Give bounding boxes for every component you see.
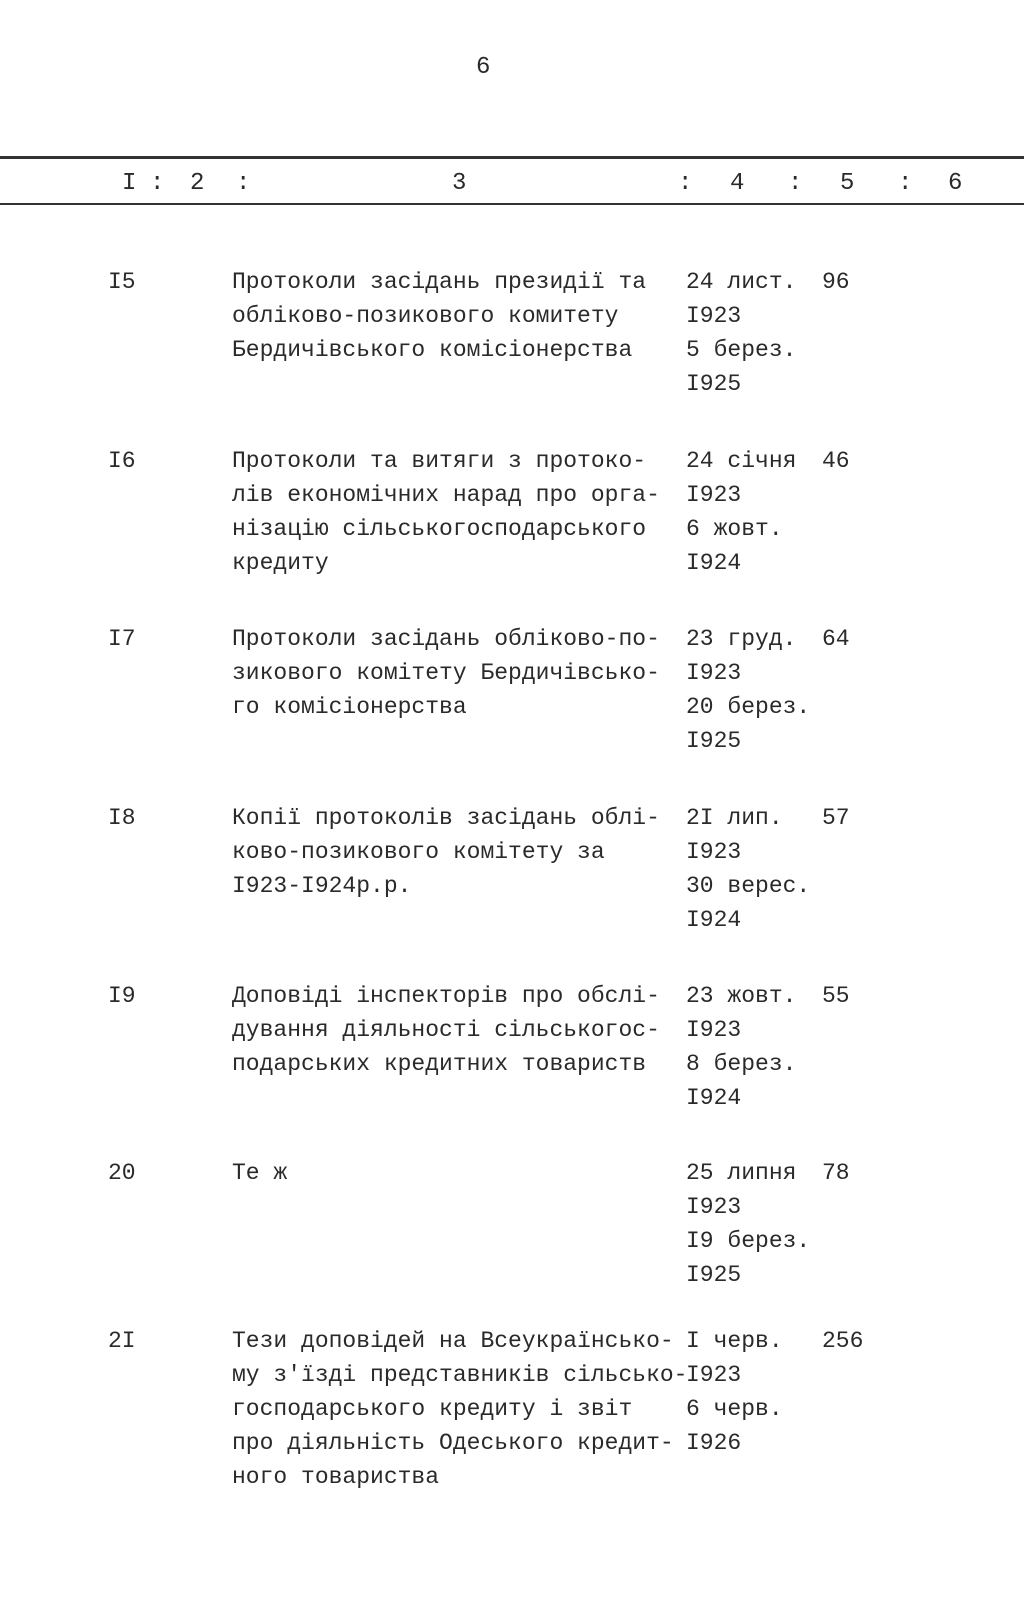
date-line: I926 bbox=[686, 1430, 742, 1456]
date-line: 6 черв. bbox=[686, 1396, 783, 1422]
title-line: господарського кредиту і звіт bbox=[232, 1396, 633, 1422]
sheet-count: 64 bbox=[822, 626, 850, 652]
col-header-2: 2 bbox=[190, 170, 205, 197]
title-line: Те ж bbox=[232, 1160, 288, 1186]
title-line: зикового комітету Бердичівсько- bbox=[232, 660, 660, 686]
entry-title bbox=[232, 622, 660, 724]
entry-title bbox=[232, 979, 660, 1081]
date-line: I923 bbox=[686, 1194, 742, 1220]
entry-number: I6 bbox=[108, 448, 136, 474]
title-line: му з'їзді представників сільсько- bbox=[232, 1362, 688, 1388]
date-line: 6 жовт. bbox=[686, 516, 783, 542]
title-line: про діяльність Одеського кредит- bbox=[232, 1430, 674, 1456]
entry-title bbox=[232, 444, 660, 580]
sheet-count: 57 bbox=[822, 805, 850, 831]
page-number: 6 bbox=[476, 54, 491, 81]
date-line: 23 жовт. bbox=[686, 983, 797, 1009]
date-line: I924 bbox=[686, 907, 742, 933]
entry-dates bbox=[686, 801, 810, 937]
entry-dates bbox=[686, 265, 796, 401]
sheet-count: 46 bbox=[822, 448, 850, 474]
title-line: дування діяльності сільськогос- bbox=[232, 1017, 660, 1043]
col-header-5: 5 bbox=[840, 170, 855, 197]
date-line: 8 берез. bbox=[686, 1051, 797, 1077]
date-line: I923 bbox=[686, 1017, 742, 1043]
date-line: 2I лип. bbox=[686, 805, 783, 831]
entry-number: 2I bbox=[108, 1328, 136, 1354]
date-line: I925 bbox=[686, 728, 742, 754]
title-line: Копії протоколів засідань облі- bbox=[232, 805, 660, 831]
entry-title bbox=[232, 801, 660, 903]
entry-number: I9 bbox=[108, 983, 136, 1009]
date-line: I923 bbox=[686, 660, 742, 686]
date-line: I923 bbox=[686, 482, 742, 508]
entry-dates bbox=[686, 1156, 810, 1292]
col-sep: : bbox=[898, 170, 913, 197]
date-line: I924 bbox=[686, 550, 742, 576]
date-line: 30 верес. bbox=[686, 873, 811, 899]
date-line: I923 bbox=[686, 839, 742, 865]
title-line: Тези доповідей на Всеукраїнсько- bbox=[232, 1328, 674, 1354]
title-line: кредиту bbox=[232, 550, 329, 576]
date-line: 20 берез. bbox=[686, 694, 811, 720]
date-line: I925 bbox=[686, 371, 742, 397]
header-bottom-rule bbox=[0, 203, 1024, 205]
sheet-count: 55 bbox=[822, 983, 850, 1009]
date-line: I923 bbox=[686, 1362, 742, 1388]
date-line: 24 січня bbox=[686, 448, 797, 474]
date-line: 5 берез. bbox=[686, 337, 797, 363]
entry-title bbox=[232, 1324, 687, 1494]
title-line: Протоколи засідань президії та bbox=[232, 269, 647, 295]
date-line: I924 bbox=[686, 1085, 742, 1111]
col-sep: : bbox=[236, 170, 251, 197]
title-line: ково-позикового комітету за bbox=[232, 839, 605, 865]
entry-dates bbox=[686, 622, 810, 758]
date-line: I923 bbox=[686, 303, 742, 329]
title-line: ного товариства bbox=[232, 1464, 440, 1490]
date-line: 24 лист. bbox=[686, 269, 797, 295]
col-header-1: I bbox=[122, 170, 137, 197]
entry-number: I7 bbox=[108, 626, 136, 652]
sheet-count: 78 bbox=[822, 1160, 850, 1186]
title-line: Протоколи та витяги з протоко- bbox=[232, 448, 647, 474]
title-line: Бердичівського комісіонерства bbox=[232, 337, 633, 363]
sheet-count: 256 bbox=[822, 1328, 864, 1354]
date-line: I9 берез. bbox=[686, 1228, 811, 1254]
col-header-6: 6 bbox=[948, 170, 963, 197]
title-line: нізацію сільськогосподарського bbox=[232, 516, 647, 542]
title-line: Протоколи засідань обліково-по- bbox=[232, 626, 660, 652]
title-line: I923-I924р.р. bbox=[232, 873, 412, 899]
col-sep: : bbox=[150, 170, 165, 197]
title-line: Доповіді інспекторів про обслі- bbox=[232, 983, 660, 1009]
entry-title bbox=[232, 1156, 287, 1190]
title-line: подарських кредитних товариств bbox=[232, 1051, 647, 1077]
date-line: 23 груд. bbox=[686, 626, 797, 652]
date-line: I925 bbox=[686, 1262, 742, 1288]
title-line: лів економічних нарад про орга- bbox=[232, 482, 660, 508]
header-top-rule bbox=[0, 156, 1024, 159]
title-line: го комісіонерства bbox=[232, 694, 467, 720]
entry-number: I5 bbox=[108, 269, 136, 295]
entry-dates bbox=[686, 444, 796, 580]
sheet-count: 96 bbox=[822, 269, 850, 295]
entry-number: 20 bbox=[108, 1160, 136, 1186]
date-line: I черв. bbox=[686, 1328, 783, 1354]
col-header-3: 3 bbox=[452, 170, 467, 197]
title-line: обліково-позикового комитету bbox=[232, 303, 619, 329]
entry-dates bbox=[686, 979, 796, 1115]
entry-number: I8 bbox=[108, 805, 136, 831]
entry-title bbox=[232, 265, 646, 367]
col-sep: : bbox=[678, 170, 693, 197]
col-header-4: 4 bbox=[730, 170, 745, 197]
date-line: 25 липня bbox=[686, 1160, 797, 1186]
entry-dates bbox=[686, 1324, 783, 1460]
col-sep: : bbox=[788, 170, 803, 197]
